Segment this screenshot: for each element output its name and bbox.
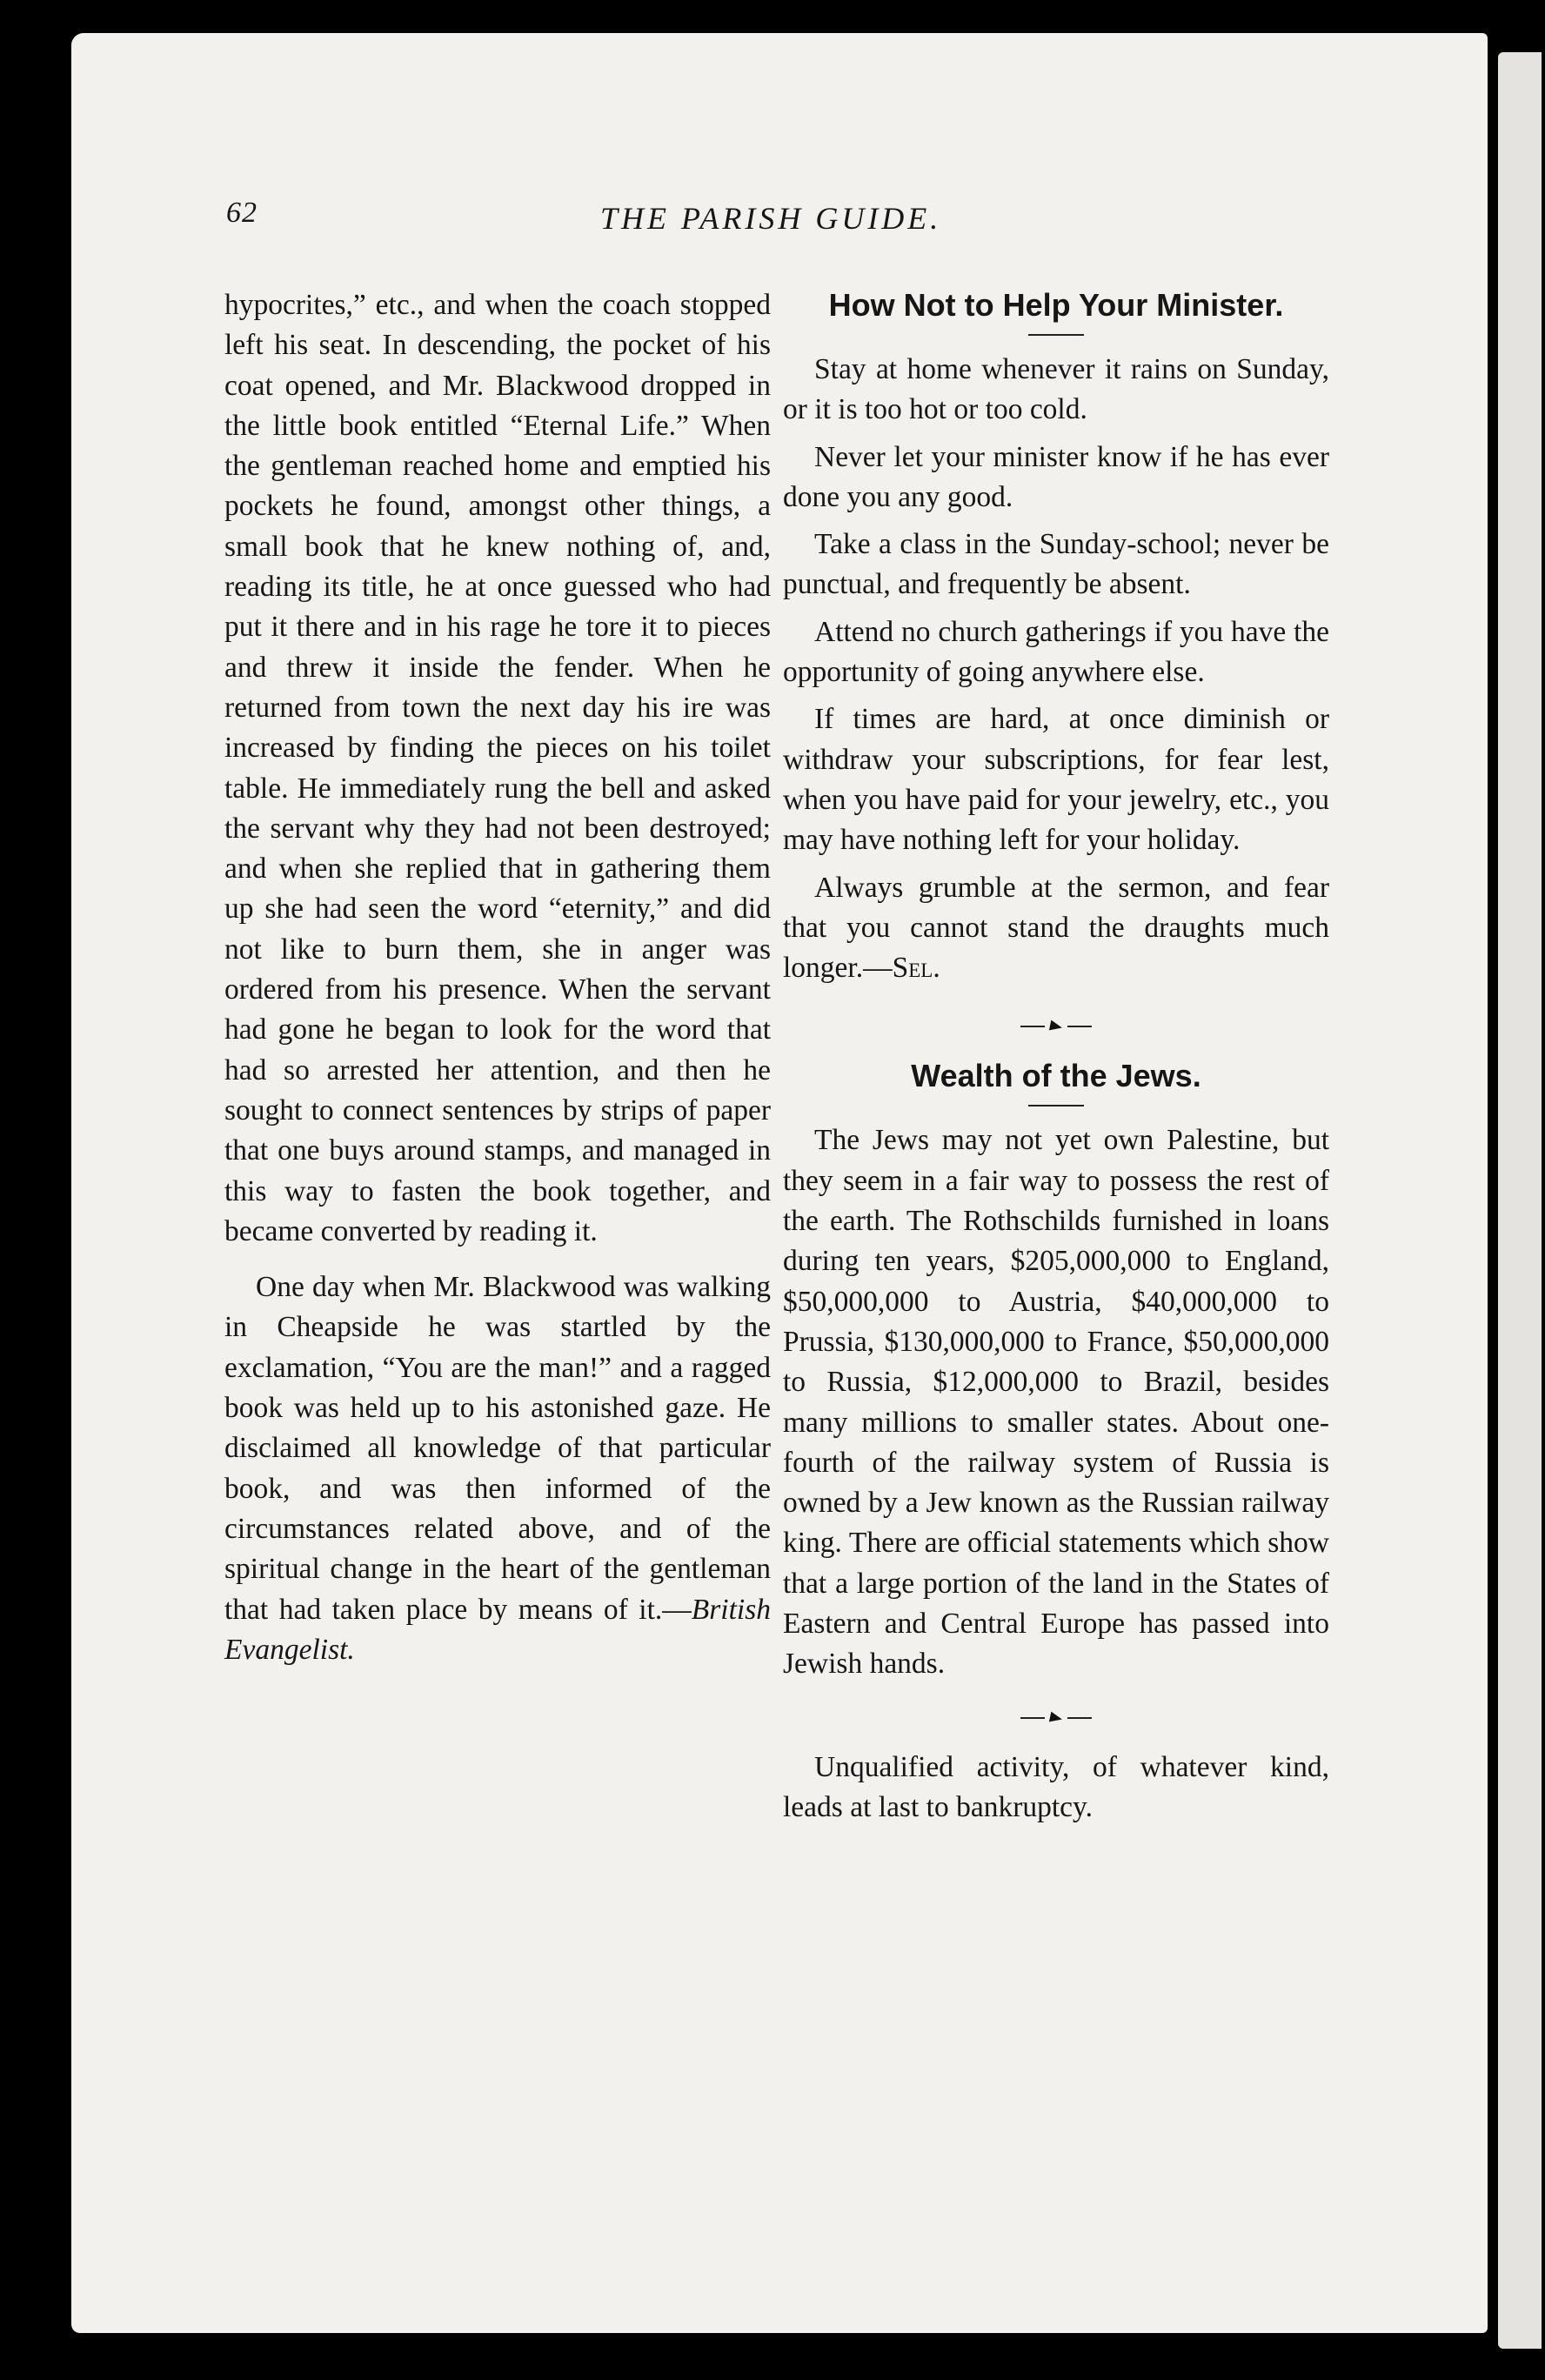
section-divider-ornament	[783, 1009, 1329, 1044]
page-number: 62	[226, 197, 258, 229]
jews-heading: Wealth of the Jews.	[911, 1058, 1201, 1094]
right-column	[783, 285, 1329, 1828]
story-paragraph-2-text: One day when Mr. Blackwood was walking in Cheapside he was startled by the exclamation, “You are the man!” and a ragged book was held up to his astonished gaze. He disclaimed all knowledge of that particular book, and was then informed of the circumstances related above, and of the spiritual change in the heart of the gentleman that had taken place by means of it.—	[224, 1271, 771, 1626]
heading-rule	[1028, 334, 1084, 336]
left-column	[224, 285, 771, 1670]
heading-rule	[1028, 1105, 1084, 1106]
page-header	[148, 197, 1401, 249]
story-source: British Evangelist.	[224, 1593, 771, 1666]
minister-heading: How Not to Help Your Minister.	[828, 287, 1284, 323]
minister-source: Sel.	[892, 952, 940, 985]
story-paragraph-1: hypocrites,” etc., and when the coach stopped left his seat. In descending, the pocket of his coat opened, and Mr. Blackwood dropped in the little book entitled “Eternal Life.” When the gentleman reached home and emptied his pockets he found, amongst other things, a small book that he knew nothing of, and, reading its title, he at once guessed who had put it there and in his rage he tore it to pieces and threw it inside the fender. When he returned from town the next day his ire was increased by finding the pieces on his toilet table. He immediately rung the bell and asked the servant why they had not been destroyed; and when she replied that in gathering them up she had seen the word “eternity,” and did not like to burn them, she in anger was ordered from his presence. When the servant had gone he began to look for the word that had so arrested her attention, and then he sought to connect sentences by strips of paper that one buys around stamps, and managed in this way to fasten the book together, and became converted by reading it.	[224, 289, 771, 1247]
minister-last-text: Always grumble at the sermon, and fear that you cannot stand the draughts much longer.—	[783, 871, 1329, 985]
jews-paragraph: The Jews may not yet own Palestine, but they seem in a fair way to possess the rest of the earth. The Rothschilds furnished in loans during ten years, $205,000,000 to England, $50,000,000 to Austria, $40,000,000 to Prussia, $130,000,000 to France, $50,000,000 to Russia, $12,000,000 to Brazil, besides many millions to smaller states. About one-fourth of the railway system of Russia is owned by a Jew known as the Russian railway king. There are official statements which show that a large portion of the land in the States of Eastern and Central Europe has passed into Jewish hands.	[783, 1124, 1329, 1681]
closing-aphorism: Unqualified activity, of whatever kind, leads at last to bankruptcy.	[783, 1750, 1329, 1823]
minister-paragraph: Attend no church gatherings if you have the opportunity of going anywhere else.	[783, 615, 1329, 689]
minister-paragraph: Stay at home whenever it rains on Sunday, or it is too hot or too cold.	[783, 353, 1329, 426]
story-paragraph-2	[224, 1267, 771, 1670]
minister-paragraph-last	[783, 868, 1329, 989]
minister-paragraph: If times are hard, at once diminish or withdraw your subscriptions, for fear lest, when you have paid for your jewelry, etc., you may have nothing left for your holiday.	[783, 703, 1329, 857]
minister-paragraph: Never let your minister know if he has ever done you any good.	[783, 440, 1329, 513]
minister-paragraph: Take a class in the Sunday-school; never be punctual, and frequently be absent.	[783, 528, 1329, 601]
adjacent-page-edge	[1498, 52, 1542, 2349]
running-title: THE PARISH GUIDE.	[600, 201, 942, 236]
section-divider-ornament	[783, 1701, 1329, 1735]
